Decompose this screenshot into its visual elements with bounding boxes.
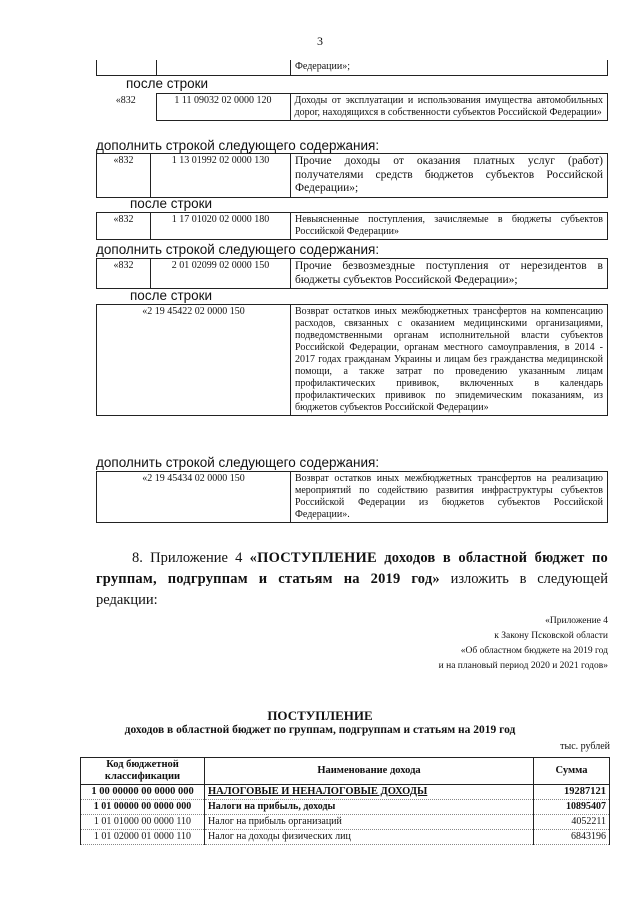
label-add-row: дополнить строкой следующего содержания: (96, 242, 380, 257)
doc-subtitle: доходов в областной бюджет по группам, подгруппам и статьям на 2019 год (124, 724, 516, 736)
fragment-text: Федерации»; (291, 60, 608, 76)
admin-code: «832 (97, 154, 151, 198)
amend-row-2 (96, 153, 608, 198)
units-label: тыс. рублей (560, 741, 610, 752)
col-header-code: Код бюджетной классификации (81, 758, 205, 785)
amend-row-1 (96, 93, 608, 121)
income-text: Прочие доходы от оказания платных услуг (работ) получателями средств бюджетов субъектов Российской Федерации»; (291, 154, 608, 198)
label-add-row: дополнить строкой следующего содержания: (96, 138, 380, 153)
page-number: 3 (317, 34, 323, 48)
budget-code: 2 01 02099 02 0000 150 (151, 259, 291, 289)
table-row: 1 01 01000 00 0000 110 Налог на прибыль организаций 4052211 (81, 815, 610, 830)
amend-row-4 (96, 258, 608, 289)
admin-code: «832 (97, 259, 151, 289)
budget-code: 1 17 01020 02 0000 180 (151, 213, 291, 240)
budget-code: «2 19 45422 02 0000 150 (97, 305, 291, 416)
col-header-name: Наименование дохода (205, 758, 534, 785)
income-text: Прочие безвозмездные поступления от нерезидентов в бюджеты субъектов Российской Федерации»; (291, 259, 608, 289)
budget-code: 1 11 09032 02 0000 120 (156, 94, 290, 121)
admin-code: «832 (97, 213, 151, 240)
income-text: Доходы от эксплуатации и использования имущества автомобильных дорог, находящихся в собственности субъектов Российской Федерации» (290, 94, 608, 121)
doc-title: ПОСТУПЛЕНИЕ (267, 708, 373, 723)
col-header-sum: Сумма (534, 758, 610, 785)
amend-row-5 (96, 304, 608, 416)
income-table (80, 757, 610, 845)
table-row: 1 00 00000 00 0000 000 НАЛОГОВЫЕ И НЕНАЛОГОВЫЕ ДОХОДЫ 19287121 (81, 785, 610, 800)
amend-row-6 (96, 471, 608, 523)
income-text: Возврат остатков иных межбюджетных трансфертов на реализацию мероприятий по содействию развития инфраструктуры субъектов Российской Федерации из бюджетов субъектов Российской Федерации». (291, 472, 608, 523)
budget-code: «2 19 45434 02 0000 150 (97, 472, 291, 523)
paragraph-8: 8. Приложение 4 «ПОСТУПЛЕНИЕ доходов в областной бюджет по группам, подгруппам и статьям на 2019 год» изложить в следующей редакции: (96, 550, 609, 608)
paragraph-8-bold: «ПОСТУПЛЕНИЕ доходов в областной бюджет по группам, подгруппам и статьям на 2019 год» (96, 550, 609, 587)
income-text: Невыясненные поступления, зачисляемые в бюджеты субъектов Российской Федерации» (291, 213, 608, 240)
budget-code: 1 13 01992 02 0000 130 (151, 154, 291, 198)
appendix-header: «Приложение 4 к Закону Псковской области «Об областном бюджете на 2019 год и на плановый период 2020 и 2021 годов» (438, 616, 608, 671)
admin-code: «832 (96, 94, 156, 121)
label-add-row: дополнить строкой следующего содержания: (96, 455, 380, 470)
amend-row-3 (96, 212, 608, 240)
income-text: Возврат остатков иных межбюджетных трансфертов на компенсацию расходов, связанных с оказанием медицинскими организациями, подведомственными органам исполнительной власти субъектов Российской Федерации, органам местного самоуправления, в 2014 - 2017 годах гражданам Украины и лицам без гражданства медицинской помощи, а также затрат по проведению указанным лицам профилактических прививок, включенных в календарь профилактических прививок по эпидемическим показаниям, из бюджетов субъектов Российской Федерации» (291, 305, 608, 416)
table-row: 1 01 02000 01 0000 110 Налог на доходы физических лиц 6843196 (81, 830, 610, 845)
label-after-row: после строки (126, 76, 209, 91)
label-after-row: после строки (130, 196, 213, 211)
label-after-row: после строки (130, 288, 213, 303)
table-row: 1 01 00000 00 0000 000 Налоги на прибыль, доходы 10895407 (81, 800, 610, 815)
amend-table-fragment (96, 60, 608, 76)
